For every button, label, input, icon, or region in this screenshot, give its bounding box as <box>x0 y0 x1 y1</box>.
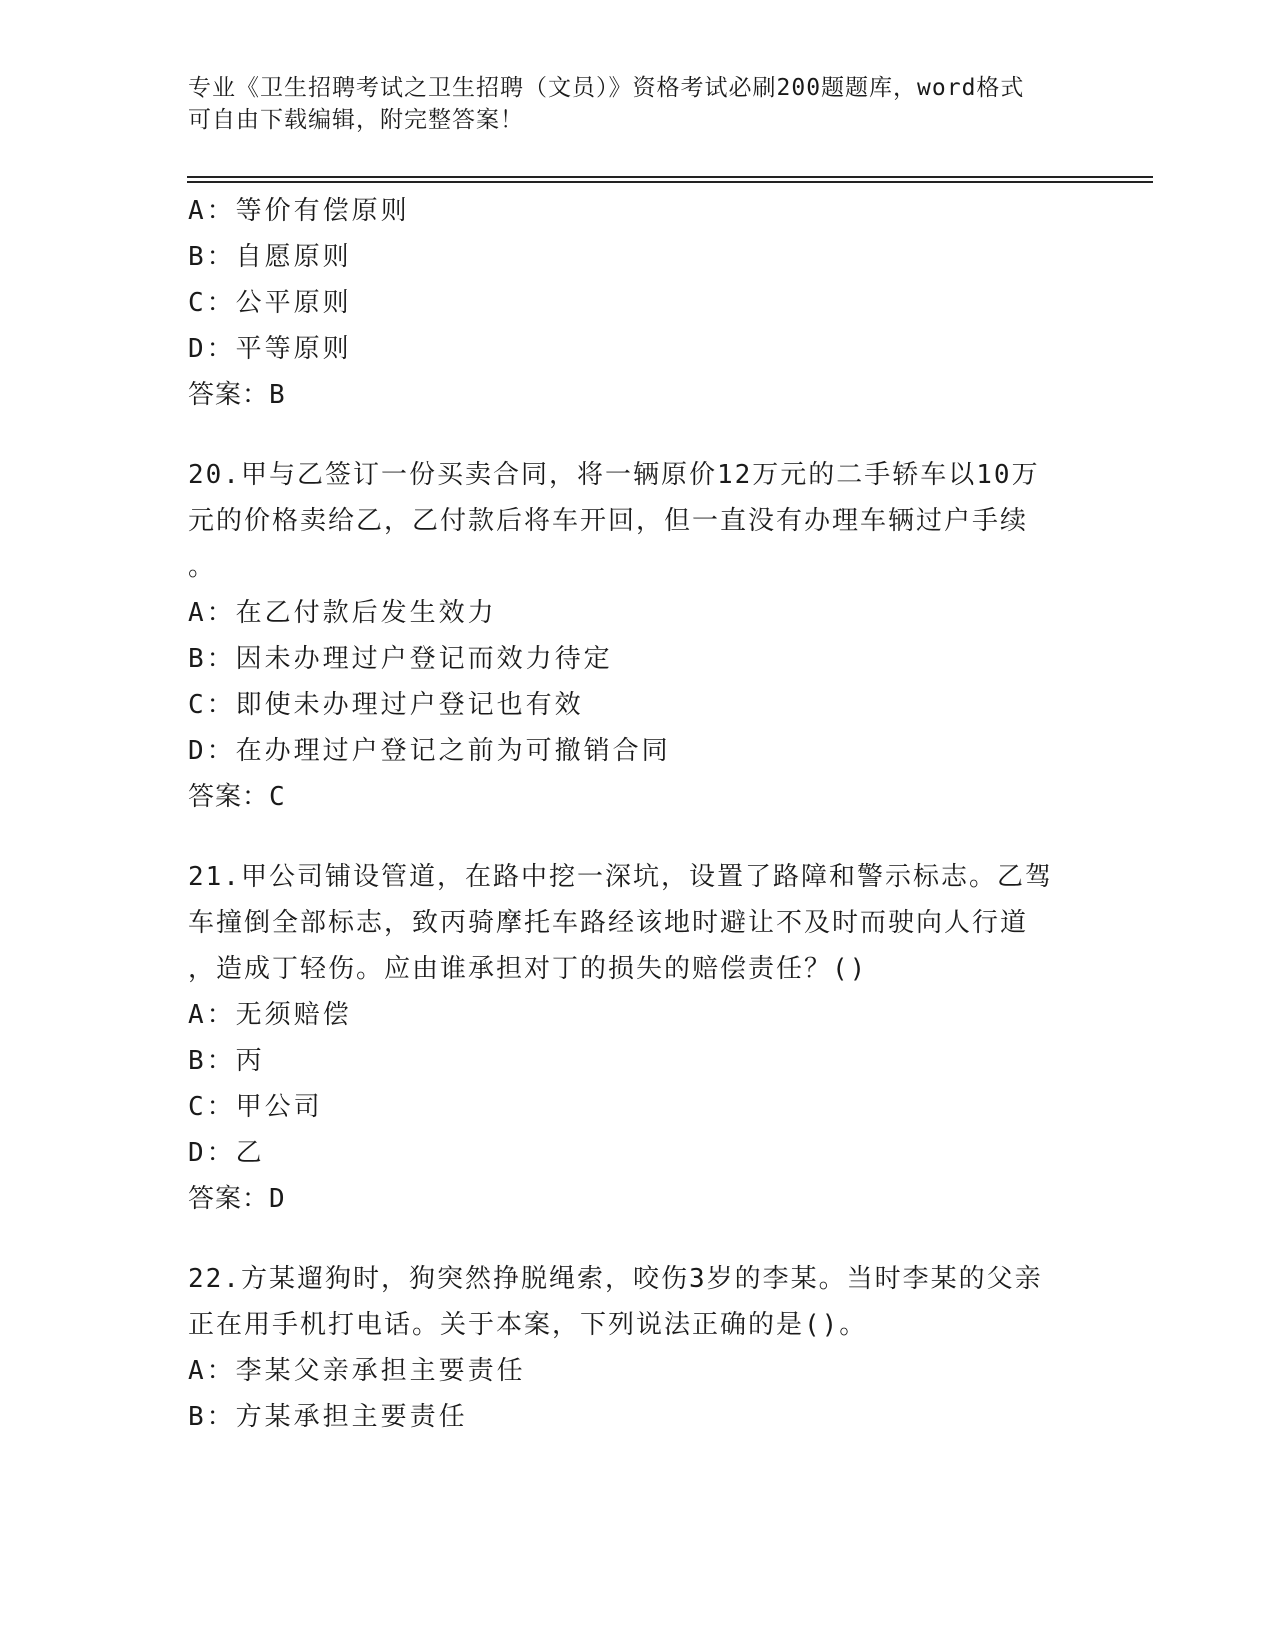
options-21 <box>188 992 1088 1222</box>
spacer <box>188 820 1088 854</box>
option-a: A：李某父亲承担主要责任 <box>188 1356 526 1386</box>
option-d: D：乙 <box>188 1138 265 1168</box>
option-a: A：无须赔偿 <box>188 1000 352 1030</box>
question-text-line: 。 <box>188 552 217 582</box>
options-22 <box>188 1348 1088 1440</box>
question-block-21 <box>188 854 1088 992</box>
answer: 答案：C <box>188 782 286 812</box>
question-block-19 <box>188 188 1088 418</box>
spacer <box>188 418 1088 452</box>
answer: 答案：D <box>188 1184 286 1214</box>
option-a: A：等价有偿原则 <box>188 196 410 226</box>
question-block-22 <box>188 1256 1088 1348</box>
question-text-line: 元的价格卖给乙，乙付款后将车开回，但一直没有办理车辆过户手续 <box>188 506 1029 536</box>
spacer <box>188 1222 1088 1256</box>
question-block-20 <box>188 452 1088 590</box>
option-d: D：平等原则 <box>188 334 352 364</box>
option-b: B：方某承担主要责任 <box>188 1402 468 1432</box>
option-b: B：因未办理过户登记而效力待定 <box>188 644 613 674</box>
option-b: B：丙 <box>188 1046 265 1076</box>
option-a: A：在乙付款后发生效力 <box>188 598 497 628</box>
question-text-line: 22.方某遛狗时，狗突然挣脱绳索，咬伤3岁的李某。当时李某的父亲 <box>188 1264 1043 1294</box>
question-list <box>188 188 1088 1440</box>
question-text-line: 20.甲与乙签订一份买卖合同，将一辆原价12万元的二手轿车以10万 <box>188 460 1040 490</box>
document-header <box>188 72 1068 136</box>
question-text-line: ，造成丁轻伤。应由谁承担对丁的损失的赔偿责任？() <box>188 954 868 984</box>
option-c: C：甲公司 <box>188 1092 323 1122</box>
option-c: C：即使未办理过户登记也有效 <box>188 690 584 720</box>
question-text-line: 车撞倒全部标志，致丙骑摩托车路经该地时避让不及时而驶向人行道 <box>188 908 1029 938</box>
header-rule-top <box>187 176 1153 178</box>
option-d: D：在办理过户登记之前为可撤销合同 <box>188 736 671 766</box>
option-c: C：公平原则 <box>188 288 352 318</box>
option-b: B：自愿原则 <box>188 242 352 272</box>
answer: 答案：B <box>188 380 286 410</box>
question-text-line: 正在用手机打电话。关于本案，下列说法正确的是()。 <box>188 1310 868 1340</box>
question-text-line: 21.甲公司铺设管道，在路中挖一深坑，设置了路障和警示标志。乙驾 <box>188 862 1053 892</box>
options-20 <box>188 590 1088 820</box>
header-line-2: 可自由下载编辑，附完整答案！ <box>188 107 524 133</box>
header-line-1: 专业《卫生招聘考试之卫生招聘（文员）》资格考试必刷200题题库，word格式 <box>188 75 1025 101</box>
header-rule-bottom <box>187 181 1153 183</box>
